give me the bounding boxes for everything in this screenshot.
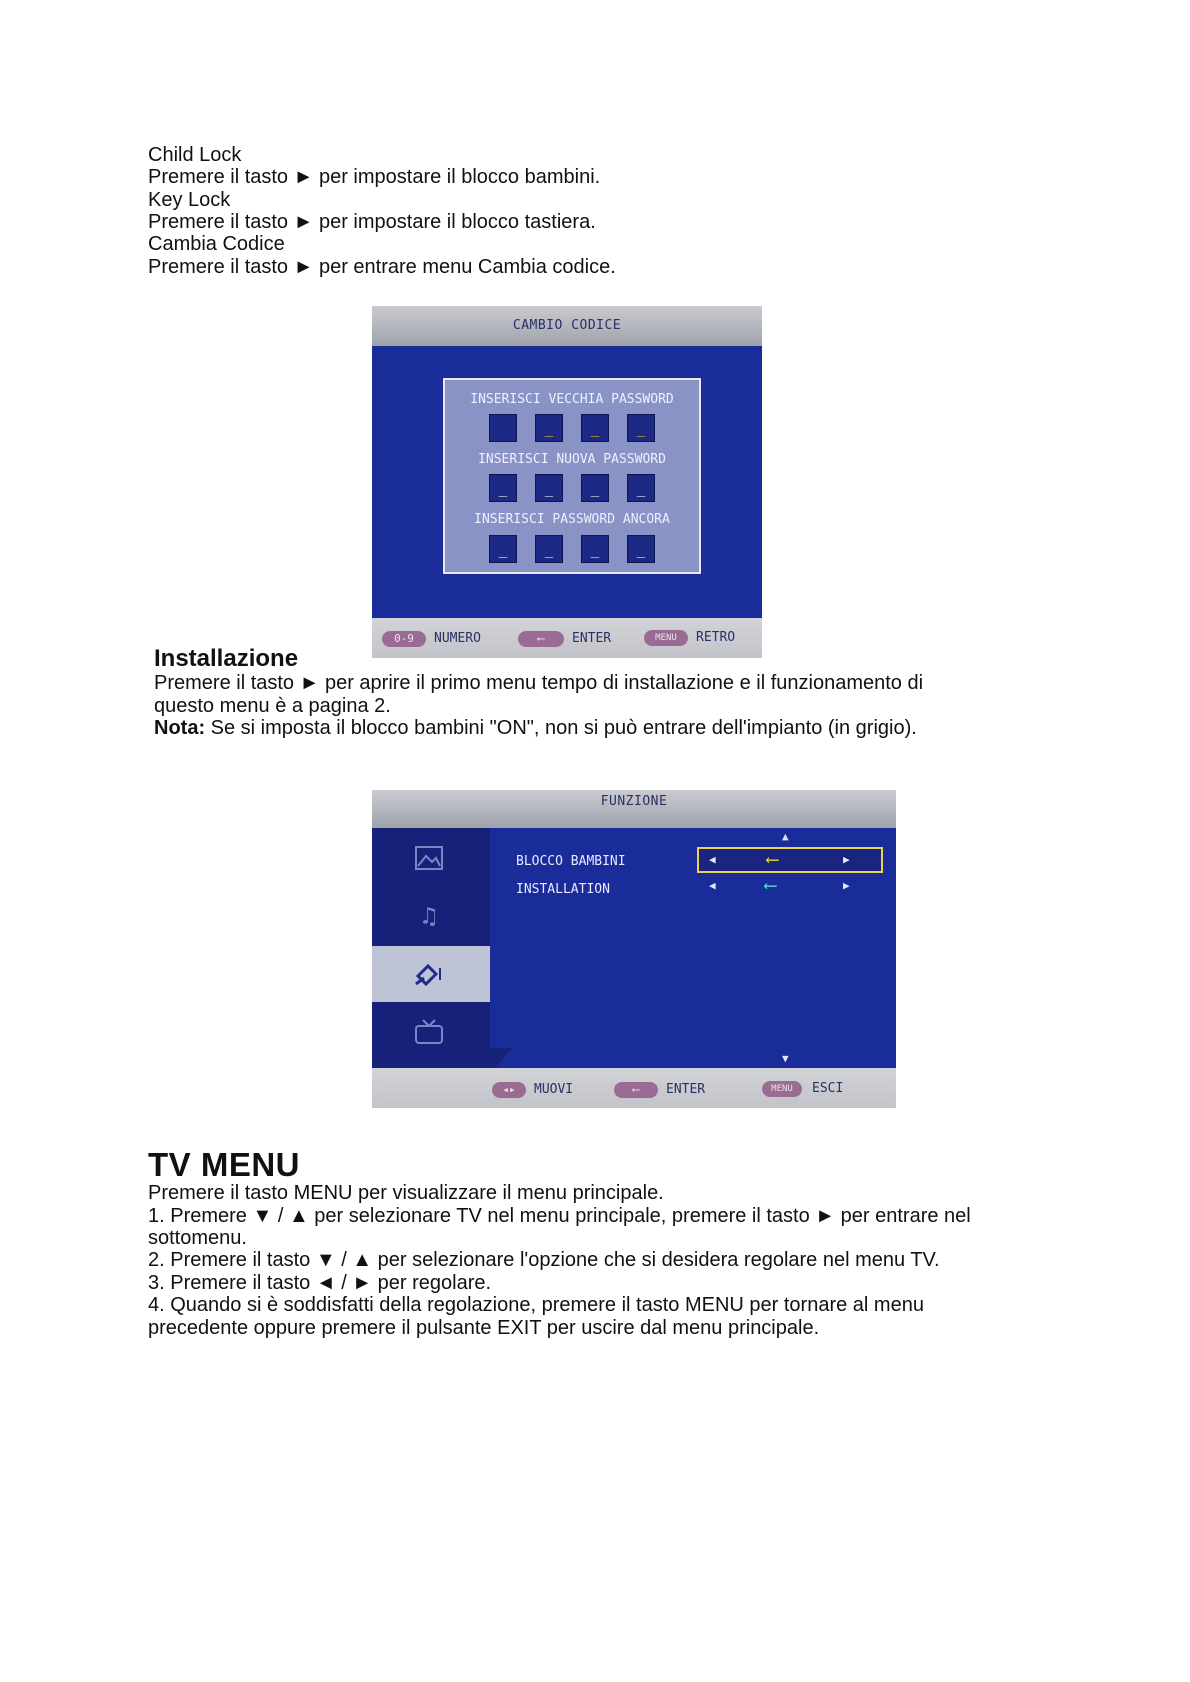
screen-title: FUNZIONE xyxy=(372,790,896,828)
tv-menu-line: precedente oppure premere il pulsante EXIT per uscire dal menu principale. xyxy=(148,1317,820,1339)
numero-label: NUMERO xyxy=(434,631,481,646)
new-password-digit[interactable]: _ xyxy=(627,474,655,502)
key-lock-text: Premere il tasto ► per impostare il blocco tastiera. xyxy=(148,211,596,233)
confirm-password-digit[interactable]: _ xyxy=(627,535,655,563)
arrow-left-icon[interactable]: ◀ xyxy=(709,879,716,892)
enter-label: ENTER xyxy=(572,631,612,646)
cambia-codice-text: Premere il tasto ► per entrare menu Cambia codice. xyxy=(148,256,616,278)
screen-title: CAMBIO CODICE xyxy=(372,306,762,346)
menu-key: MENU xyxy=(762,1081,802,1097)
old-password-digit[interactable]: _ xyxy=(581,414,609,442)
installazione-title: Installazione xyxy=(154,645,299,672)
scroll-up-icon[interactable]: ▲ xyxy=(782,830,789,843)
sidebar-item-picture[interactable] xyxy=(372,830,490,886)
enter-key: ⟵ xyxy=(614,1082,658,1098)
function-icon xyxy=(412,960,446,988)
option-value-blocco-bambini[interactable] xyxy=(697,847,883,873)
picture-icon xyxy=(412,844,446,872)
menu-sidebar xyxy=(372,828,490,1068)
tv-menu-line: 3. Premere il tasto ◄ / ► per regolare. xyxy=(148,1272,492,1294)
funzione-screen xyxy=(372,790,896,1108)
option-value-installation[interactable] xyxy=(697,875,883,901)
enter-key: ⟵ xyxy=(518,631,564,647)
new-password-digit[interactable]: _ xyxy=(489,474,517,502)
numero-key: 0-9 xyxy=(382,631,426,647)
confirm-password-digit[interactable]: _ xyxy=(489,535,517,563)
scroll-down-icon[interactable]: ▼ xyxy=(782,1052,789,1065)
option-label-installation: INSTALLATION xyxy=(516,882,610,897)
sidebar-item-music[interactable] xyxy=(372,888,490,944)
menu-key: MENU xyxy=(644,630,688,646)
enter-icon: ⟵ xyxy=(765,875,776,896)
esci-label: ESCI xyxy=(812,1081,844,1096)
arrow-left-icon[interactable]: ◀ xyxy=(709,853,716,866)
nota-body: Se si imposta il blocco bambini "ON", non si può entrare dell'impianto (in grigio). xyxy=(205,717,917,739)
enter-label: ENTER xyxy=(666,1082,706,1097)
arrow-right-icon[interactable]: ▶ xyxy=(843,879,850,892)
password-panel xyxy=(443,378,701,574)
old-password-label: INSERISCI VECCHIA PASSWORD xyxy=(470,392,674,407)
sidebar-item-function[interactable] xyxy=(372,946,490,1002)
old-password-digit[interactable]: _ xyxy=(535,414,563,442)
old-password-digit[interactable] xyxy=(489,414,517,442)
child-lock-heading: Child Lock xyxy=(148,144,242,166)
tv-menu-title: TV MENU xyxy=(148,1146,300,1183)
child-lock-text: Premere il tasto ► per impostare il blocco bambini. xyxy=(148,166,601,188)
arrow-right-icon[interactable]: ▶ xyxy=(843,853,850,866)
confirm-password-row[interactable] xyxy=(489,535,661,563)
new-password-row[interactable] xyxy=(489,474,661,502)
new-password-label: INSERISCI NUOVA PASSWORD xyxy=(478,452,666,467)
cambia-codice-heading: Cambia Codice xyxy=(148,233,285,255)
cambio-codice-screen xyxy=(372,306,762,658)
tv-menu-line: Premere il tasto MENU per visualizzare il menu principale. xyxy=(148,1182,664,1204)
tv-menu-line: 4. Quando si è soddisfatti della regolazione, premere il tasto MENU per tornare al menu xyxy=(148,1294,924,1316)
move-label: MUOVI xyxy=(534,1082,574,1097)
sidebar-base xyxy=(372,1048,512,1068)
move-key: ◂▸ xyxy=(492,1082,526,1098)
music-icon: ♫ xyxy=(421,902,437,930)
confirm-password-digit[interactable]: _ xyxy=(535,535,563,563)
tv-menu-line: 1. Premere ▼ / ▲ per selezionare TV nel menu principale, premere il tasto ► per entrare nel xyxy=(148,1205,971,1227)
key-lock-heading: Key Lock xyxy=(148,189,231,211)
nota-label: Nota: xyxy=(154,717,206,739)
enter-icon: ⟵ xyxy=(767,849,778,870)
confirm-password-label: INSERISCI PASSWORD ANCORA xyxy=(474,512,670,527)
installazione-text-1: Premere il tasto ► per aprire il primo menu tempo di installazione e il funzionamento di xyxy=(154,672,924,694)
screen-footer xyxy=(372,1068,896,1108)
nota-text xyxy=(154,717,917,740)
screen-footer xyxy=(372,618,762,658)
old-password-row[interactable] xyxy=(489,414,661,442)
new-password-digit[interactable]: _ xyxy=(535,474,563,502)
old-password-digit[interactable]: _ xyxy=(627,414,655,442)
tv-menu-line: 2. Premere il tasto ▼ / ▲ per selezionare l'opzione che si desidera regolare nel menu TV. xyxy=(148,1249,940,1271)
option-label-blocco-bambini: BLOCCO BAMBINI xyxy=(516,854,626,869)
retro-label: RETRO xyxy=(696,630,736,645)
confirm-password-digit[interactable]: _ xyxy=(581,535,609,563)
installazione-text-2: questo menu è a pagina 2. xyxy=(154,695,391,717)
new-password-digit[interactable]: _ xyxy=(581,474,609,502)
tv-icon xyxy=(412,1018,446,1046)
tv-menu-line: sottomenu. xyxy=(148,1227,247,1249)
